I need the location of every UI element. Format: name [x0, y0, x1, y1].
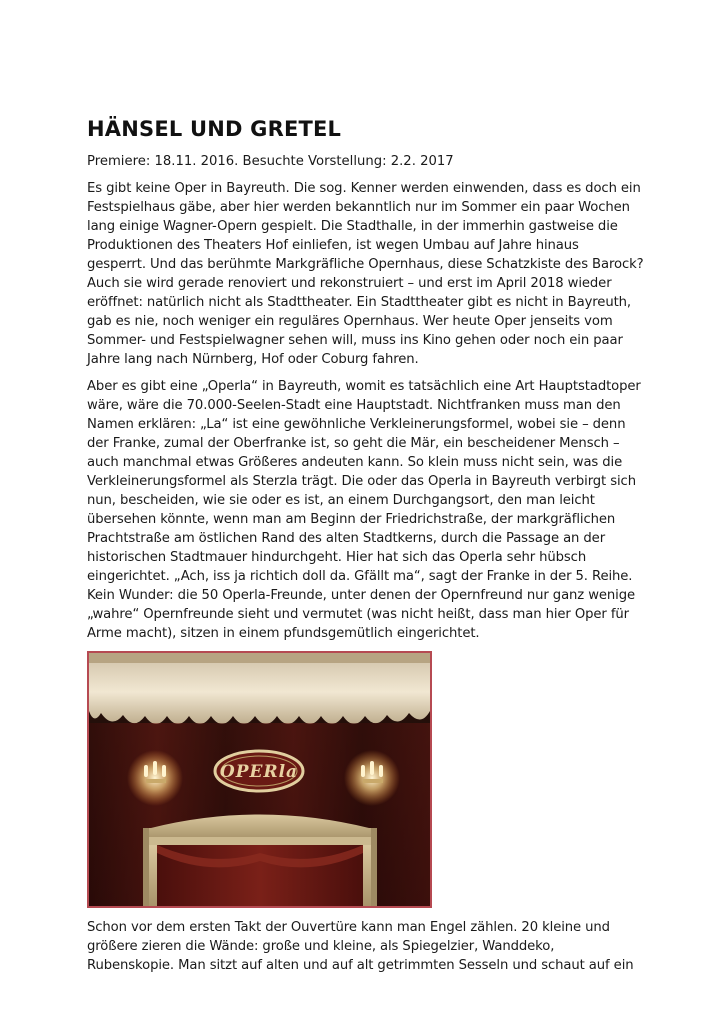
paragraph-3: Schon vor dem ersten Takt der Ouvertüre kann man Engel zählen. 20 kleine und größere zieren die Wände: große und kleine, als Spiegelzier, Wanddeko, Rubenskopie. Man sitzt auf alten und auf alt getrimmten Sesseln und schaut auf ein: [87, 920, 634, 973]
operla-stage-photo: [87, 651, 432, 908]
article: [87, 115, 647, 983]
article-subtitle: Premiere: 18.11. 2016. Besuchte Vorstellung: 2.2. 2017: [87, 154, 454, 169]
article-title: HÄNSEL UND GRETEL: [87, 117, 342, 141]
paragraph-2: Aber es gibt eine „Operla“ in Bayreuth, womit es tatsächlich eine Art Hauptstadtoper wäre, wäre die 70.000-Seelen-Stadt eine Hauptstadt. Nichtfranken muss man den Namen erklären: „La“ ist eine gewöhnliche Verkleinerungsformel, wobei sie – denn der Franke, zumal der Oberfranke ist, so geht die Mär, ein bescheidener Mensch – auch manchmal etwas Größeres andeuten kann. So klein muss nicht sein, was die Verkleinerungsformel als Sterzla trägt. Die oder das Operla in Bayreuth verbirgt sich nun, bescheiden, wie sie oder es ist, an einem Durchgangsort, den man leicht übersehen könnte, wenn man am Beginn der Friedrichstraße, der markgräflichen Prachtstraße am östlichen Rand des alten Stadtkerns, durch die Passage an der historischen Stadtmauer hindurchgeht. Hier hat sich das Operla sehr hübsch eingerichtet. „Ach, iss ja richtich doll da. Gfällt ma“, sagt der Franke in der 5. Reihe. Kein Wunder: die 50 Operla-Freunde, unter denen der Opernfreund nur ganz wenige „wahre“ Opernfreunde sieht und vermutet (was nicht heißt, dass man hier Oper für Arme macht), sitzen in einem pfundsgemütlich eingerichtet.: [87, 379, 641, 641]
operla-sign-text: OPERla: [219, 762, 299, 782]
paragraph-1: Es gibt keine Oper in Bayreuth. Die sog. Kenner werden einwenden, dass es doch ein Festspielhaus gäbe, aber hier werden bekanntlich nur im Sommer ein paar Wochen lang einige Wagner-Opern gespielt. Die Stadthalle, in der immerhin gastweise die Produktionen des Theaters Hof einliefen, ist wegen Umbau auf Jahre hinaus gesperrt. Und das berühmte Markgräfliche Opernhaus, diese Schatzkiste des Barock? Auch sie wird gerade renoviert und rekonstruiert – und erst im April 2018 wieder eröffnet: natürlich nicht als Stadttheater. Ein Stadttheater gibt es nicht in Bayreuth, gab es nie, noch weniger ein reguläres Opernhaus. Wer heute Oper jenseits vom Sommer- und Festspielwagner sehen will, muss ins Kino gehen oder noch ein paar Jahre lang nach Nürnberg, Hof oder Coburg fahren.: [87, 181, 644, 367]
stage-illustration: [89, 653, 430, 906]
valance: [89, 653, 430, 724]
